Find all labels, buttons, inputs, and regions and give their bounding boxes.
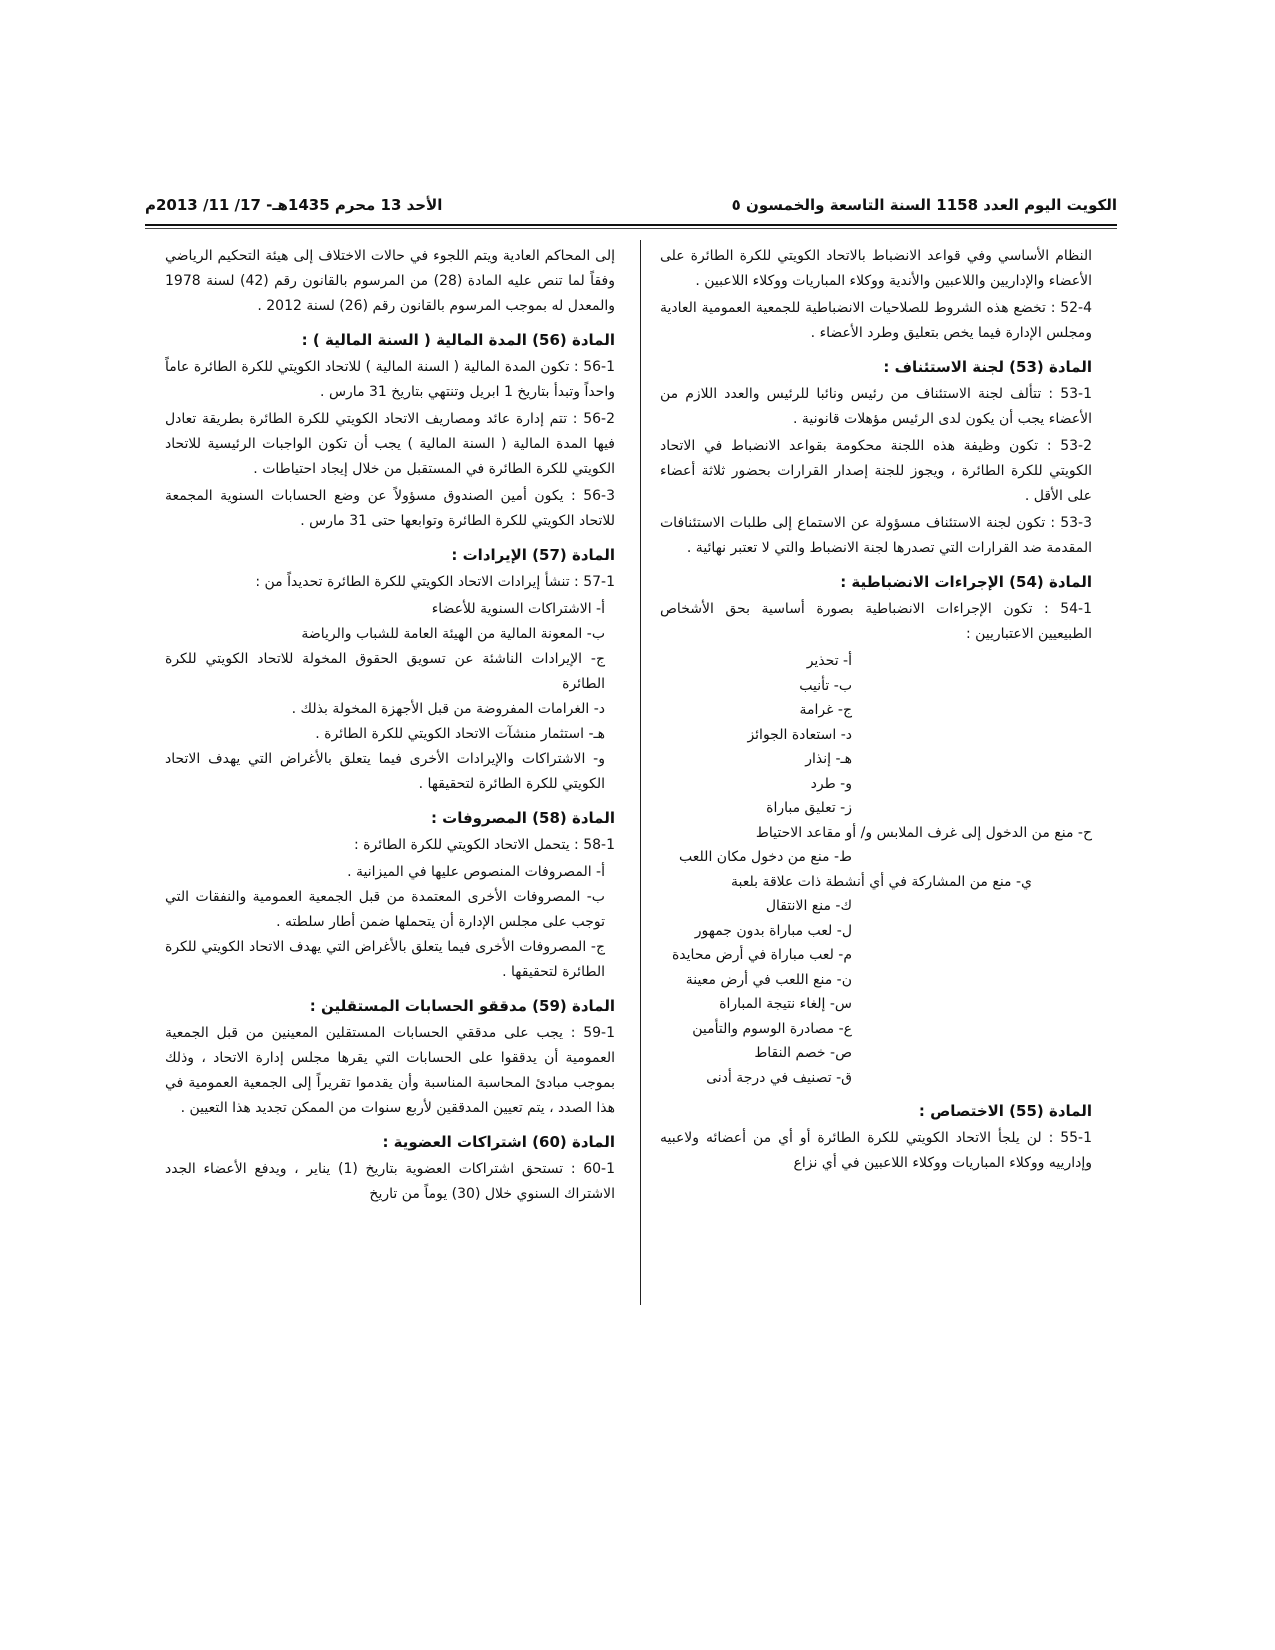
list-item: ج- المصروفات الأخرى فيما يتعلق بالأغراض التي يهدف الاتحاد الكويتي للكرة الطائرة لتحقيقها . — [165, 939, 605, 980]
list-item: ي- منع من المشاركة في أي أنشطة ذات علاقة بلعبة — [730, 873, 1032, 890]
clause-58-1: 58-1 : يتحمل الاتحاد الكويتي للكرة الطائرة : — [354, 837, 615, 853]
article-54-title: المادة (54) الإجراءات الانضباطية : — [840, 573, 1092, 591]
header-date: الأحد 13 محرم 1435هـ- 17/ 11/ 2013م — [145, 196, 443, 214]
clause-56-1: 56-1 : تكون المدة المالية ( السنة المالية ) للاتحاد الكويتي للكرة الطائرة عاماً واحداً وتبدأ بتاريخ 1 ابريل وتنتهي بتاريخ 31 مارس . — [165, 359, 615, 400]
header-rule — [145, 224, 1117, 226]
article-55-title: المادة (55) الاختصاص : — [918, 1102, 1092, 1120]
clause-60-1: 60-1 : تستحق اشتراكات العضوية بتاريخ (1) يناير ، ويدفع الأعضاء الجدد الاشتراك السنوي خلال (30) يوماً من تاريخ — [165, 1161, 615, 1202]
list-item: ز- تعليق مباراة — [766, 800, 852, 816]
list-item: ل- لعب مباراة بدون جمهور — [694, 922, 852, 939]
column-divider — [640, 240, 641, 1305]
list-item: ب- المصروفات الأخرى المعتمدة من قبل الجمعية العمومية والنفقات التي توجب على مجلس الإدارة أن يتحملها ضمن أطار سلطته . — [165, 889, 605, 930]
right-intro: النظام الأساسي وفي قواعد الانضباط بالاتحاد الكويتي للكرة الطائرة على الأعضاء والإداريين واللاعبين والأندية ووكلاء المباريات ووكلاء اللاعبين . — [660, 248, 1092, 289]
article-53-title: المادة (53) لجنة الاستئناف : — [883, 358, 1092, 376]
list-item: س- إلغاء نتيجة المباراة — [719, 996, 852, 1012]
left-column — [165, 244, 615, 1209]
list-item: أ- تحذير — [806, 653, 852, 669]
article-56-title: المادة (56) المدة المالية ( السنة المالية ) : — [301, 331, 615, 349]
page-header — [145, 190, 1117, 220]
list-item: أ- الاشتراكات السنوية للأعضاء — [431, 601, 605, 617]
list-item: م- لعب مباراة في أرض محايدة — [671, 947, 852, 963]
list-item: ج- غرامة — [799, 702, 852, 718]
list-item: د- استعادة الجوائز — [747, 726, 852, 743]
clause-53-3: 53-3 : تكون لجنة الاستئناف مسؤولة عن الاستماع إلى طلبات الاستئنافات المقدمة ضد القرارات التي تصدرها لجنة الانضباط والتي لا تعتبر نهائية . — [660, 515, 1092, 556]
revenue-list — [165, 597, 615, 797]
article-58-title: المادة (58) المصروفات : — [430, 809, 615, 827]
list-item: ص- خصم النقاط — [754, 1045, 852, 1061]
clause-55-1: 55-1 : لن يلجأ الاتحاد الكويتي للكرة الطائرة أو أي من أعضائه ولاعبيه وإدارييه ووكلاء المباريات ووكلاء اللاعبين في أي نزاع — [660, 1130, 1092, 1171]
clause-56-2: 56-2 : تتم إدارة عائد ومصاريف الاتحاد الكويتي للكرة الطائرة بطريقة تعادل فيها المدة المالية ( السنة المالية ) يجب أن تكون الواجبات الرئيسية للاتحاد الكويتي للكرة الطائرة في المستقبل من خلال إيجاد احتياطات . — [165, 411, 615, 477]
list-item: ح- منع من الدخول إلى غرف الملابس و/ أو مقاعد الاحتياط — [755, 824, 1092, 841]
clause-54-1: 54-1 : تكون الإجراءات الانضباطية بصورة أساسية بحق الأشخاص الطبيعيين الاعتباريين : — [660, 601, 1092, 642]
list-item: أ- المصروفات المنصوص عليها في الميزانية . — [347, 864, 605, 880]
list-item: ن- منع اللعب في أرض معينة — [685, 971, 852, 988]
list-item: ب- تأنيب — [799, 677, 852, 694]
list-item: ع- مصادرة الوسوم والتأمين — [692, 1020, 852, 1037]
clause-57-1: 57-1 : تنشأ إيرادات الاتحاد الكويتي للكرة الطائرة تحديداً من : — [255, 574, 615, 590]
list-item: و- الاشتراكات والإيرادات الأخرى فيما يتعلق بالأغراض التي يهدف الاتحاد الكويتي للكرة الطائرة لتحقيقها . — [165, 751, 605, 792]
article-59-title: المادة (59) مدققو الحسابات المستقلين : — [309, 997, 615, 1015]
list-item: ب- المعونة المالية من الهيئة العامة للشباب والرياضة — [301, 626, 605, 642]
clause-53-1: 53-1 : تتألف لجنة الاستئناف من رئيس ونائبا للرئيس والعدد اللازم من الأعضاء يجب أن يكون لدى الرئيس مؤهلات قانونية . — [660, 386, 1092, 427]
expenses-list — [165, 860, 615, 985]
clause-56-3: 56-3 : يكون أمين الصندوق مسؤولاً عن وضع الحسابات السنوية المجمعة للاتحاد الكويتي للكرة الطائرة وتوابعها حتى 31 مارس . — [165, 488, 615, 529]
penalty-list — [660, 649, 1092, 1090]
list-item: ج- الإيرادات الناشئة عن تسويق الحقوق المخولة للاتحاد الكويتي للكرة الطائرة — [165, 651, 605, 692]
list-item: ك- منع الانتقال — [765, 898, 852, 914]
list-item: هـ- استثمار منشآت الاتحاد الكويتي للكرة الطائرة . — [315, 726, 605, 742]
right-column — [660, 244, 1092, 1178]
article-60-title: المادة (60) اشتراكات العضوية : — [382, 1133, 615, 1151]
header-rule-thin — [145, 228, 1117, 229]
list-item: د- الغرامات المفروضة من قبل الأجهزة المخولة بذلك . — [291, 701, 605, 717]
clause-53-2: 53-2 : تكون وظيفة هذه اللجنة محكومة بقواعد الانضباط في الاتحاد الكويتي للكرة الطائرة ، ويجوز للجنة إصدار القرارات بحضور ثلاثة أعضاء على الأقل . — [660, 438, 1092, 504]
article-57-title: المادة (57) الإيرادات : — [451, 546, 615, 564]
list-item: ق- تصنيف في درجة أدنى — [706, 1069, 852, 1086]
list-item: و- طرد — [810, 775, 852, 792]
header-publication-info: الكويت اليوم العدد 1158 السنة التاسعة والخمسون ٥ — [731, 196, 1117, 214]
list-item: ط- منع من دخول مكان اللعب — [679, 849, 852, 865]
list-item: هـ- إنذار — [805, 751, 852, 767]
left-intro: إلى المحاكم العادية ويتم اللجوء في حالات الاختلاف إلى هيئة التحكيم الرياضي وفقاً لما تنص عليه المادة (28) من المرسوم بالقانون رقم (42) لسنة 1978 والمعدل له بموجب المرسوم بالقانون رقم (26) لسنة 2012 . — [165, 248, 615, 314]
clause-59-1: 59-1 : يجب على مدققي الحسابات المستقلين المعينين من قبل الجمعية العمومية أن يدققوا على الحسابات التي يقرها مجلس إدارة الاتحاد ، وذلك بموجب مبادئ المحاسبة المناسبة وأن يقدموا تقريراً إلى الجمعية العمومية في هذا الصدد ، يتم تعيين المدققين لأربع سنوات من الممكن تجديد هذا التعيين . — [165, 1025, 615, 1116]
clause-52-4: 52-4 : تخضع هذه الشروط للصلاحيات الانضباطية للجمعية العمومية العادية ومجلس الإدارة فيما يخص بتعليق وطرد الأعضاء . — [660, 300, 1092, 341]
